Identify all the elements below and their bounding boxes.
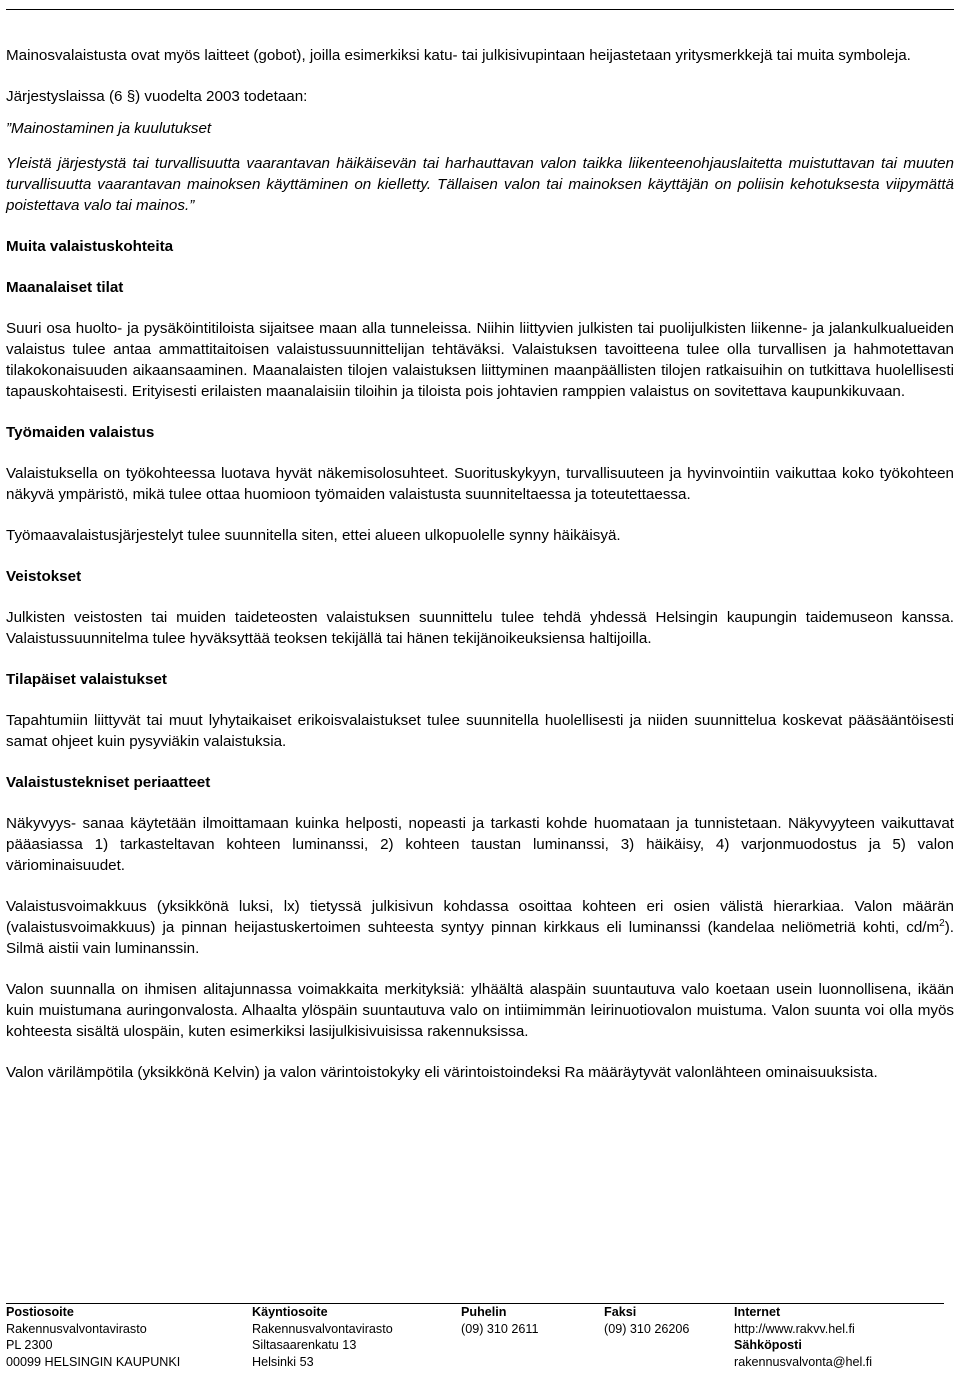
- document-body: [6, 45, 954, 1083]
- paragraph-color-temperature: Valon värilämpötila (yksikkönä Kelvin) ja valon värintoistokyky eli värintoistoindeksi Ra määräytyvät valonlähteen ominaisuuksista.: [6, 1064, 878, 1081]
- footer-visiting-address: [252, 1304, 393, 1370]
- footer-label: Internet: [734, 1305, 781, 1319]
- paragraph-law-intro: Järjestyslaissa (6 §) vuodelta 2003 todetaan:: [6, 88, 308, 105]
- heading-principles: Valaistustekniset periaatteet: [6, 774, 211, 791]
- footer-postal-address: [6, 1304, 180, 1370]
- footer-value: 00099 HELSINGIN KAUPUNKI: [6, 1354, 181, 1369]
- footer-value: Helsinki 53: [252, 1354, 314, 1369]
- footer-value: PL 2300: [6, 1338, 53, 1352]
- footer-phone: [461, 1304, 539, 1337]
- heading-worksite: Työmaiden valaistus: [6, 424, 155, 441]
- paragraph-underground: Suuri osa huolto- ja pysäköintitiloista sijaitsee maan alla tunneleissa. Niihin liittyvien julkisten tai puolijulkisten liikenne- ja jalankulkualueiden valaistus tulee antaa ammattitaitoisen valaistussuunnittelijan tehtäväksi. Valaistuksen tavoitteena tulee olla turvallisen ja hahmotettavan tilakokonaisuuden aikaansaaminen. Maanalaisten tilojen valaistuksen liittyminen maanpäällisten tilojen ratkaisuihin on tutkittava huolellisesti tapauskohtaisesti. Erityisesti erilaisten maanalaisiin tiloihin ja tiloista pois johtavien ramppien valaistus on sovitettava kaupunkikuvaan.: [6, 320, 954, 400]
- paragraph-visibility: Näkyvyys- sanaa käytetään ilmoittamaan kuinka helposti, nopeasti ja tarkasti kohde huomataan ja tunnistetaan. Näkyvyyteen vaikuttavat pääasiassa 1) tarkasteltavan kohteen luminanssi, 2) kohteen taustan luminanssi, 3) häikäisy, 4) varjonmuodostus ja 5) valon väriominaisuudet.: [6, 815, 954, 874]
- paragraph-temporary: Tapahtumiin liittyvät tai muut lyhytaikaiset erikoisvalaistukset tulee suunnitella huolellisesti ja niiden suunnittelua koskevat pääsääntöisesti samat ohjeet kuin pysyviäkin valaistuksia.: [6, 712, 954, 750]
- paragraph-sculptures: Julkisten veistosten tai muiden taideteosten valaistuksen suunnittelu tulee tehdä yhdessä Helsingin kaupungin taidemuseon kanssa. Valaistussuunnitelma tulee hyväksyttää teoksen tekijällä tai hänen tekijänoikeuksiensa haltijoilla.: [6, 609, 954, 647]
- heading-other-targets: Muita valaistuskohteita: [6, 238, 174, 255]
- illuminance-text-end: ). Silmä aistii vain luminanssin.: [6, 919, 954, 957]
- top-rule: [6, 9, 954, 10]
- footer-value: (09) 310 2611: [461, 1321, 539, 1336]
- footer-value: Rakennusvalvontavirasto: [252, 1321, 393, 1336]
- footer-label: Sähköposti: [734, 1338, 802, 1352]
- paragraph-direction: Valon suunnalla on ihmisen alitajunnassa voimakkaita merkityksiä: ylhäältä alaspäin suuntautuva valo koetaan usein luonnollisena, ikään kuin muistumana auringonvalosta. Alhaalta ylöspäin suuntautuva valo on intiimimmän leirinuotiovalon muistuma. Valon suunta voi olla myös kohteesta sisältä ulospäin, kuten esimerkiksi lasijulkisivuisissa rakennuksissa.: [6, 981, 954, 1040]
- quote-body: Yleistä järjestystä tai turvallisuutta vaarantavan häikäisevän tai harhauttavan valon taikka liikenteenohjauslaitetta muistuttavan tai muuten turvallisuutta vaarantavan mainoksen käyttäminen on kielletty. Tällaisen valon tai mainoksen käyttäjän on poliisin kehotuksesta viipymättä poistettava valo tai mainos.”: [6, 155, 954, 214]
- paragraph-worksite-1: Valaistuksella on työkohteessa luotava hyvät näkemisolosuhteet. Suorituskykyyn, turvallisuuteen ja hyvinvointiin vaikuttaa koko työkohteen näkyvä ympäristö, mikä tulee ottaa huomioon työmaiden valaistusta suunniteltaessa ja toteutettaessa.: [6, 465, 954, 503]
- footer-label: Käyntiosoite: [252, 1305, 328, 1319]
- footer-label: Puhelin: [461, 1305, 507, 1319]
- superscript-2: 2: [939, 917, 945, 929]
- paragraph-worksite-2: Työmaavalaistusjärjestelyt tulee suunnitella siten, ettei alueen ulkopuolelle synny häikäisyä.: [6, 527, 621, 544]
- footer-label: Faksi: [604, 1305, 637, 1319]
- paragraph-gobot: Mainosvalaistusta ovat myös laitteet (gobot), joilla esimerkiksi katu- tai julkisivupintaan heijastetaan yritysmerkkejä tai muita symboleja.: [6, 47, 911, 64]
- footer-email-link[interactable]: rakennusvalvonta@hel.fi: [734, 1354, 873, 1369]
- heading-temporary: Tilapäiset valaistukset: [6, 671, 167, 688]
- footer-value: (09) 310 26206: [604, 1321, 690, 1336]
- heading-underground: Maanalaiset tilat: [6, 279, 124, 296]
- illuminance-text: Valaistusvoimakkuus (yksikkönä luksi, lx) tietyssä julkisivun kohdassa osoittaa kohteen eri osien välistä hierarkiaa. Valon määrän (valaistusvoimakkuus) ja pinnan heijastuskertoimen suhteesta syntyy pinnan kirkkaus eli luminanssi (kandelaa neliömetriä kohti, cd/m: [6, 898, 954, 936]
- heading-sculptures: Veistokset: [6, 568, 82, 585]
- footer-label: Postiosoite: [6, 1305, 74, 1319]
- footer-value: Rakennusvalvontavirasto: [6, 1321, 147, 1336]
- quote-title: ”Mainostaminen ja kuulutukset: [6, 120, 212, 137]
- footer-value: Siltasaarenkatu 13: [252, 1338, 357, 1352]
- footer-fax: [604, 1304, 689, 1337]
- footer-website-link[interactable]: http://www.rakvv.hel.fi: [734, 1321, 855, 1336]
- footer-internet: [734, 1304, 872, 1370]
- paragraph-illuminance: [6, 896, 954, 959]
